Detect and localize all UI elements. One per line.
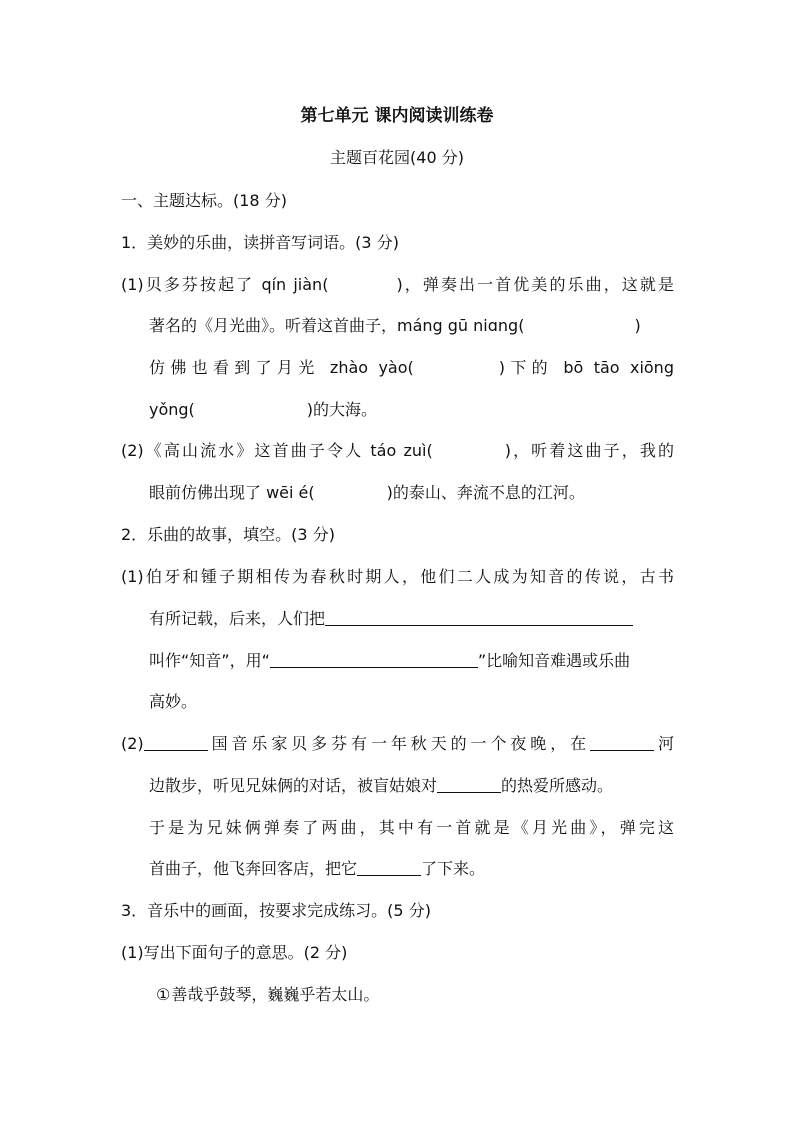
text: (2)《高山流水》这首曲子令人 táo zuì( (121, 441, 433, 460)
text: 国音乐家贝多芬有一年秋天的一个夜晚，在 (207, 734, 591, 753)
text: 河 (654, 734, 674, 753)
q3-heading: 3．音乐中的画面，按要求完成练习。(5 分) (121, 901, 431, 920)
q1-line-5 (121, 438, 674, 464)
q3-item-1 (156, 982, 379, 1008)
q2-line-7: 于是为兄妹俩弹奏了两曲，其中有一首就是《月光曲》，弹完这 (149, 818, 674, 837)
q2-line-8 (149, 856, 485, 882)
text: 善哉乎鼓琴，巍巍乎若太山。 (171, 985, 380, 1004)
q1-line-1 (121, 272, 674, 298)
q1-heading: 1．美妙的乐曲，读拼音写词语。(3 分) (121, 233, 399, 252)
text: 的热爱所感动。 (501, 776, 614, 795)
fill-blank[interactable] (325, 609, 633, 626)
item-number: ① (156, 985, 171, 1004)
q1-line-6 (149, 480, 585, 506)
text: 叫作“知音”，用“ (149, 651, 270, 670)
fill-blank[interactable] (357, 859, 421, 876)
section-heading: 一、主题达标。(18 分) (121, 191, 287, 210)
q2-line-2 (149, 606, 633, 632)
q1-line-3 (149, 355, 674, 381)
text: (1)贝多芬按起了 qín jiàn( (121, 275, 329, 294)
fill-blank[interactable] (437, 776, 501, 793)
q1-line-4 (149, 397, 377, 423)
text: )的泰山、奔流不息的江河。 (386, 483, 585, 502)
q1-line-2 (149, 313, 641, 339)
fill-blank[interactable] (270, 651, 478, 668)
fill-blank[interactable] (590, 734, 654, 751)
q2-line-3 (149, 648, 630, 674)
text: )，弹奏出一首优美的乐曲，这就是 (396, 275, 674, 294)
fill-blank[interactable] (144, 734, 208, 751)
text: (2) (121, 734, 144, 753)
text: yǒng( (149, 400, 195, 419)
text: ) (634, 316, 641, 335)
text: )，听着这曲子，我的 (504, 441, 675, 460)
q2-line-1: (1)伯牙和锺子期相传为春秋时期人，他们二人成为知音的传说，古书 (121, 567, 674, 586)
q2-heading: 2．乐曲的故事，填空。(3 分) (121, 525, 335, 544)
text: )的大海。 (306, 400, 378, 419)
text: 了下来。 (421, 859, 486, 878)
page-title: 第七单元 课内阅读训练卷 (300, 106, 494, 126)
text: 边散步，听见兄妹俩的对话，被盲姑娘对 (149, 776, 438, 795)
q2-line-6 (149, 773, 613, 799)
text: ”比喻知音难遇或乐曲 (477, 651, 631, 670)
text: 眼前仿佛出现了 wēi é( (149, 483, 315, 502)
text: 首曲子，他飞奔回客店，把它 (149, 859, 358, 878)
text: )下的 bō tāo xiōng (498, 358, 674, 377)
page-subtitle: 主题百花园(40 分) (330, 148, 464, 167)
text: 著名的《月光曲》。听着这首曲子，máng gū niɑng( (149, 316, 525, 335)
text: 仿佛也看到了月光 zhào yào( (149, 358, 414, 377)
q3-sub-1: (1)写出下面句子的意思。(2 分) (121, 943, 348, 962)
q2-line-4: 高妙。 (149, 692, 198, 711)
text: 有所记载，后来，人们把 (149, 609, 326, 628)
q2-line-5 (121, 731, 674, 757)
